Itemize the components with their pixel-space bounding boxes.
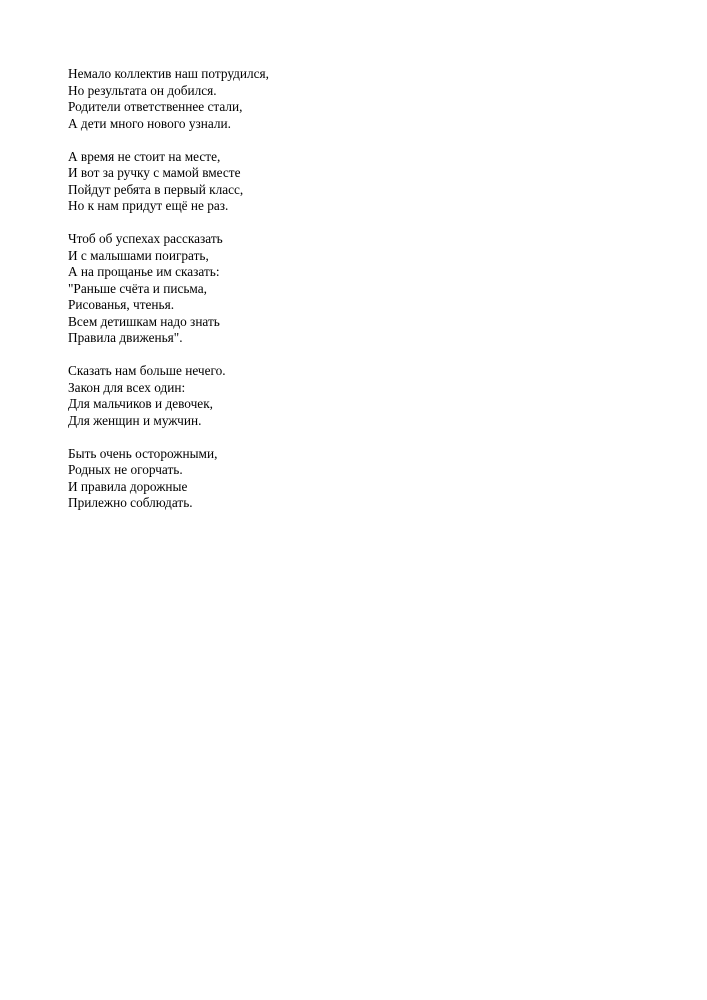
poem-line: Рисованья, чтенья. — [68, 297, 175, 312]
stanza-3 — [68, 231, 628, 347]
poem-line: Но к нам придут ещё не раз. — [68, 198, 229, 213]
poem-line: Чтоб об успехах рассказать — [68, 231, 223, 246]
poem-line: Пойдут ребята в первый класс, — [68, 181, 244, 197]
poem-line: Но результата он добился. — [68, 82, 217, 98]
poem-line: "Раньше счёта и письма, — [68, 280, 207, 296]
poem-line: Родители ответственнее стали, — [68, 99, 243, 114]
stanza-1 — [68, 66, 628, 132]
poem-line: Сказать нам больше нечего. — [68, 363, 226, 378]
poem-line: Всем детишкам надо знать — [68, 313, 220, 329]
poem-line: И с малышами поиграть, — [68, 247, 209, 263]
poem-line: А дети много нового узнали. — [68, 115, 231, 131]
stanza-4 — [68, 363, 628, 429]
poem-line: Родных не огорчать. — [68, 462, 183, 477]
poem-line: Прилежно соблюдать. — [68, 495, 193, 510]
poem-line: Немало коллектив наш потрудился, — [68, 66, 269, 81]
poem-line: Быть очень осторожными, — [68, 445, 218, 461]
poem-line: Правила движенья". — [68, 330, 183, 345]
poem-line: И правила дорожные — [68, 478, 188, 494]
poem-line: Для мальчиков и девочек, — [68, 396, 213, 411]
poem-line: И вот за ручку с мамой вместе — [68, 165, 241, 180]
poem-line: Для женщин и мужчин. — [68, 412, 202, 428]
poem-line: А время не стоит на месте, — [68, 148, 221, 164]
stanza-5 — [68, 446, 628, 512]
poem-text — [68, 66, 628, 528]
stanza-2 — [68, 149, 628, 215]
poem-line: А на прощанье им сказать: — [68, 264, 220, 279]
poem-line: Закон для всех один: — [68, 379, 186, 395]
